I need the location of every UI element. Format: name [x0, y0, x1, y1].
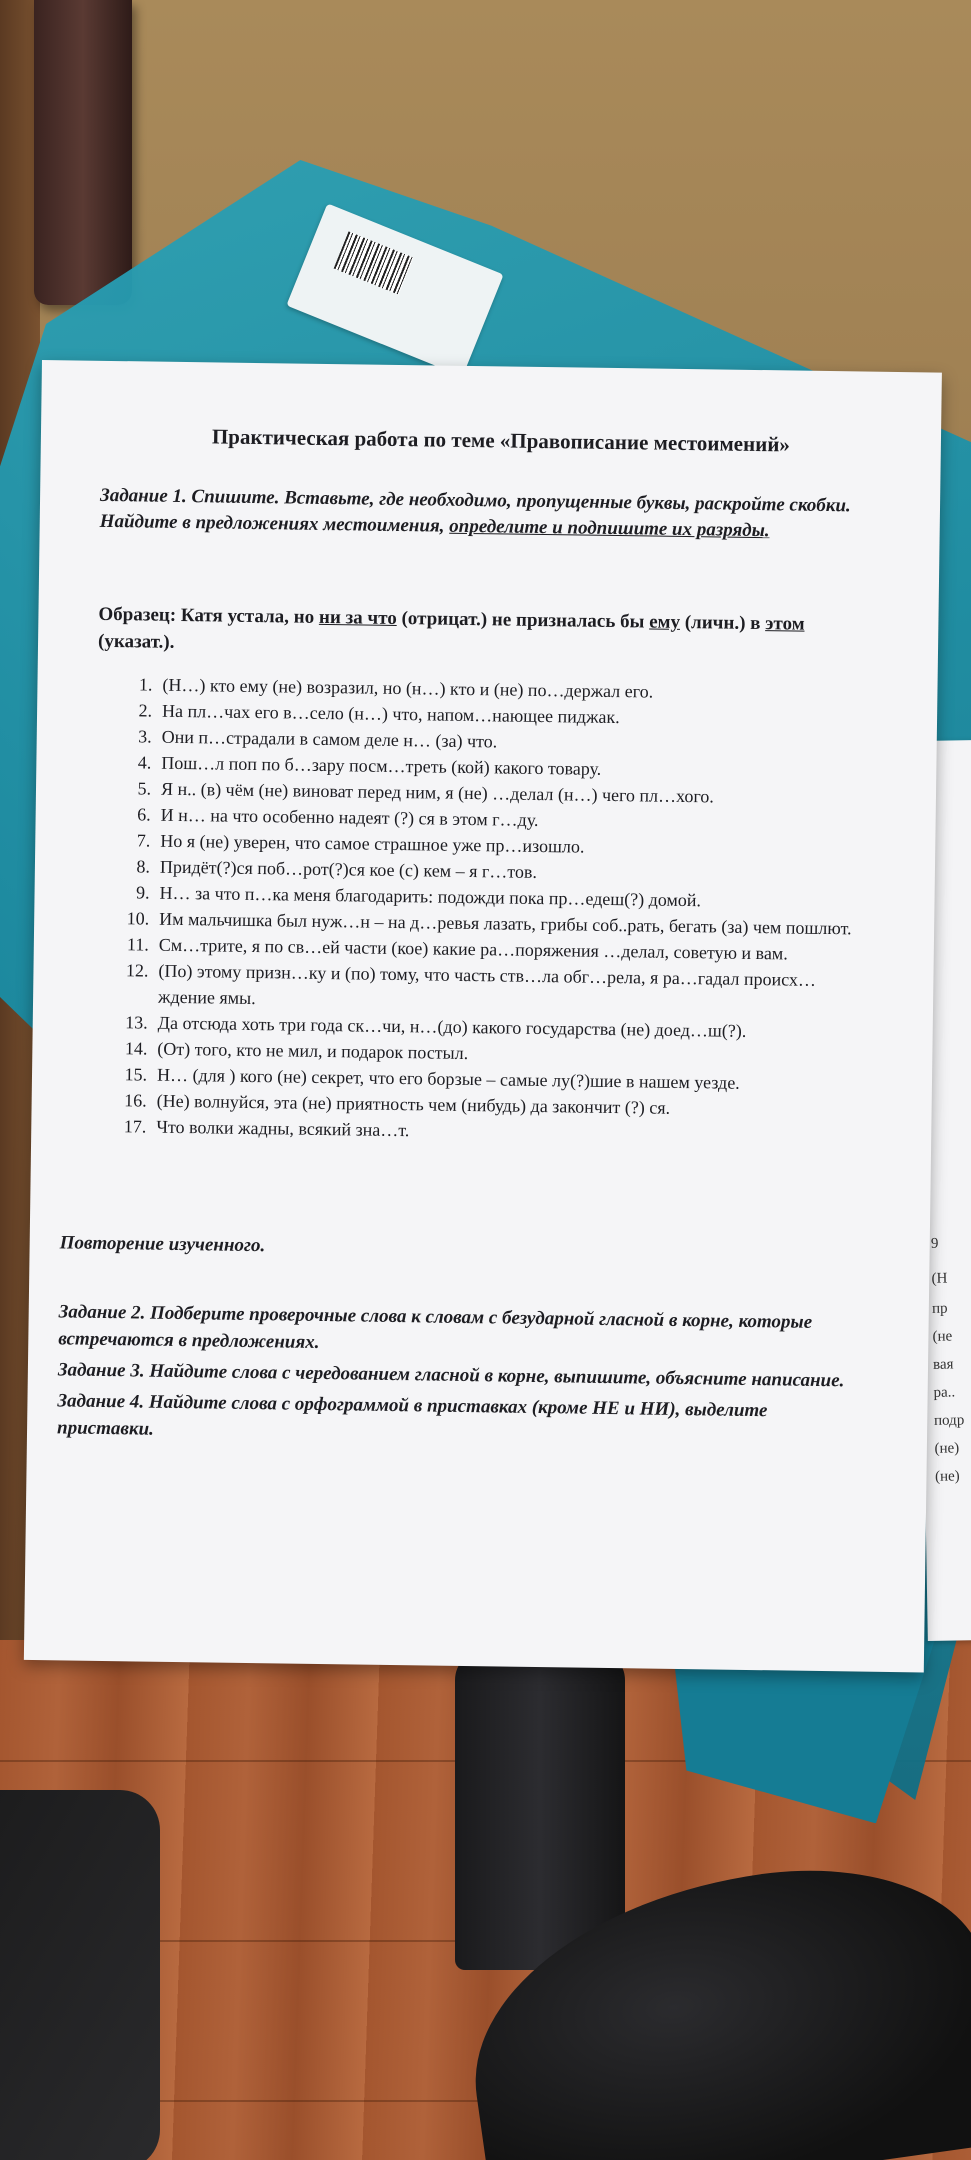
item-number: 14.	[124, 1038, 148, 1059]
side-fragment: (не)	[934, 1440, 960, 1457]
sample-part: (отрицат.) не призналась бы	[396, 607, 650, 633]
item-number: 3.	[138, 726, 152, 747]
task-1-underlined: определите и подпишите их разряды.	[449, 515, 770, 542]
item-number: 17.	[123, 1116, 147, 1137]
side-fragment: пр	[931, 1300, 948, 1317]
item-number: 8.	[136, 856, 151, 877]
task-3: Задание 3. Найдите слова с чередованием гласной в корне, выпишите, объясните написание.	[57, 1359, 845, 1392]
trouser-leg	[455, 1650, 625, 1970]
side-fragment: вая	[932, 1356, 954, 1373]
worksheet-paper	[24, 360, 942, 1672]
item-number: 16.	[124, 1090, 147, 1111]
side-fragment: (не)	[934, 1468, 960, 1485]
side-fragment: (Н	[931, 1270, 948, 1287]
task-2: Задание 2. Подберите проверочные слова к словам с безударной гласной в корне, которые встречаются в предложениях.	[58, 1301, 813, 1353]
worksheet-title: Практическая работа по теме «Правописание местоимений»	[211, 424, 791, 457]
follow-up-tasks	[57, 1298, 869, 1456]
side-fragment: (не	[932, 1328, 953, 1345]
sample-part: (указат.).	[97, 630, 175, 653]
task-1	[100, 483, 871, 546]
side-fragment: 9	[930, 1235, 939, 1252]
sentence-list	[106, 671, 872, 1150]
sample-underlined: ему	[649, 611, 681, 633]
item-text: Да отсюда хоть три года ск…чи, н…(до) какого государства (не) доед…ш(?).	[157, 1012, 747, 1041]
item-text: См…трите, я по св…ей части (кое) какие ра…поряжения …делал, советую и вам.	[158, 934, 788, 964]
sample-part: Образец: Катя устала, но	[98, 603, 320, 628]
item-number: 11.	[126, 934, 149, 955]
item-text: Пош…л поп по б…зару посм…треть (кой) какого товару.	[161, 752, 602, 779]
item-number: 7.	[136, 830, 151, 851]
item-number: 1.	[138, 674, 153, 695]
item-number: 2.	[138, 700, 153, 721]
left-shoe	[0, 1790, 160, 2160]
side-fragment: ра..	[933, 1384, 956, 1401]
item-number: 10.	[126, 908, 150, 929]
item-text: Я н.. (в) чём (не) виноват перед ним, я (не) …делал (н…) чего пл…хого.	[160, 778, 715, 807]
item-number: 12.	[125, 960, 149, 981]
item-text: (От) того, кто не мил, и подарок постыл.	[157, 1038, 469, 1064]
item-text: Что волки жадны, всякий зна…т.	[156, 1116, 410, 1141]
item-number: 5.	[137, 778, 152, 799]
sample-underlined: этом	[765, 613, 805, 635]
dark-object	[34, 0, 132, 305]
item-number: 6.	[137, 804, 151, 825]
item-text: Н… (для ) кого (не) секрет, что его борзые – самые лу(?)шие в нашем уезде.	[156, 1064, 740, 1093]
worksheet-content	[24, 360, 942, 1672]
item-text: И н… на что особенно надеят (?) ся в этом г…ду.	[160, 804, 539, 830]
task-1-text: Задание 1. Спишите. Вставьте, где необходимо, пропущенные буквы, раскройте скобки. Найдите в предложениях местоимения,	[99, 484, 851, 537]
item-text: (Не) волнуйся, эта (не) приятность чем (нибудь) да закончит (?) ся.	[156, 1090, 671, 1118]
item-number: 9.	[135, 882, 150, 903]
sample-underlined: ни за что	[318, 606, 397, 629]
item-number: 13.	[125, 1012, 148, 1033]
sample-line	[98, 601, 869, 666]
item-number: 4.	[137, 752, 152, 773]
item-text: (По) этому призн…ку и (по) тому, что часть ств…ла обг…рела, я ра…гадал происх…ждение ямы.	[157, 960, 817, 1009]
item-text: (Н…) кто ему (не) возразил, но (н…) кто и (не) по…держал его.	[162, 674, 654, 702]
item-text: Придёт(?)ся поб…рот(?)ся кое (с) кем – я г…тов.	[159, 856, 538, 882]
item-text: На пл…чах его в…село (н…) что, напом…нающее пиджак.	[161, 700, 620, 728]
task-4: Задание 4. Найдите слова с орфограммой в приставках (кроме НЕ и НИ), выделите приставки.	[56, 1390, 768, 1440]
item-text: Им мальчишка был нуж…н – на д…ревья лазать, грибы соб..рать, бегать (за) чем пошлют.	[159, 908, 852, 939]
item-text: Н… за что п…ка меня благодарить: подожди пока пр…едеш(?) домой.	[159, 882, 702, 911]
item-text: Но я (не) уверен, что самое страшное уже пр…изошло.	[160, 830, 585, 857]
sample-part: (личн.) в	[679, 611, 766, 635]
side-fragment: подр	[933, 1412, 965, 1429]
repeat-heading: Повторение изученного.	[59, 1232, 266, 1257]
item-number: 15.	[124, 1064, 148, 1085]
item-text: Они п…страдали в самом деле н… (за) что.	[161, 726, 498, 752]
